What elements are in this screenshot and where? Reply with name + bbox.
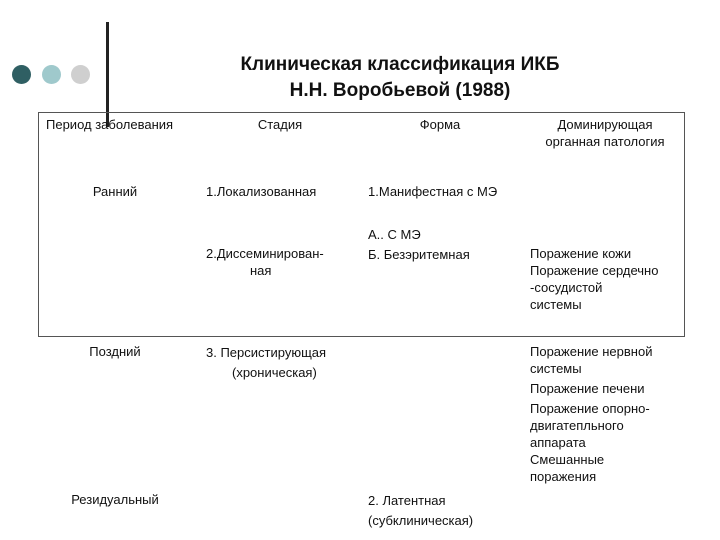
- stage-disseminated-line-1: 2.Диссеминирован-: [206, 246, 324, 261]
- organ-item: Смешанные: [530, 452, 605, 467]
- period-late: Поздний: [89, 344, 141, 359]
- organ-list-early: [530, 245, 658, 313]
- header-organ-line-2: органная патология: [545, 134, 665, 149]
- form-subtypes: [368, 225, 470, 265]
- stage-disseminated-line-2: ная: [250, 263, 272, 278]
- organ-item: Поражение печени: [530, 381, 645, 396]
- stage-localized: 1.Локализованная: [206, 184, 317, 199]
- organ-item: двигатепльного: [530, 418, 624, 433]
- organ-item: Поражение нервной: [530, 344, 653, 359]
- organ-item: -сосудистой: [530, 280, 603, 295]
- organ-item: поражения: [530, 469, 597, 484]
- stage-persistent-line-1: 3. Персистирующая: [206, 345, 327, 360]
- organ-item: системы: [530, 361, 582, 376]
- organ-item: Поражение кожи: [530, 246, 632, 261]
- header-organ-line-1: Доминирующая: [557, 117, 653, 132]
- header-stage: Стадия: [257, 117, 303, 132]
- header-period: Период заболевания: [46, 117, 174, 132]
- form-latent-line-2: (субклиническая): [368, 513, 474, 528]
- decor-dot-dark: [12, 65, 31, 84]
- organ-item: системы: [530, 297, 582, 312]
- page-title: [180, 52, 620, 104]
- form-latent: [368, 491, 473, 531]
- header-organ-pathology: [525, 116, 685, 150]
- form-with-erythema: А.. С МЭ: [368, 227, 421, 242]
- period-residual: Резидуальный: [71, 492, 159, 507]
- organ-list-late: [530, 343, 652, 485]
- organ-item: аппарата: [530, 435, 586, 450]
- stage-persistent: [206, 343, 326, 383]
- stage-disseminated: [206, 245, 324, 279]
- stage-persistent-line-2: (хроническая): [232, 365, 317, 380]
- organ-item: Поражение опорно-: [530, 401, 650, 416]
- form-without-erythema: Б. Безэритемная: [368, 247, 470, 262]
- period-early: Ранний: [92, 184, 138, 199]
- form-manifest: 1.Манифестная с МЭ: [368, 184, 498, 199]
- decor-dot-light: [42, 65, 61, 84]
- decor-vertical-bar: [106, 22, 109, 127]
- decor-dot-gray: [71, 65, 90, 84]
- header-form: Форма: [419, 117, 461, 132]
- title-line-1: Клиническая классификация ИКБ: [240, 54, 560, 75]
- form-latent-line-1: 2. Латентная: [368, 493, 446, 508]
- title-line-2: Н.Н. Воробьевой (1988): [289, 80, 511, 101]
- organ-item: Поражение сердечно: [530, 263, 659, 278]
